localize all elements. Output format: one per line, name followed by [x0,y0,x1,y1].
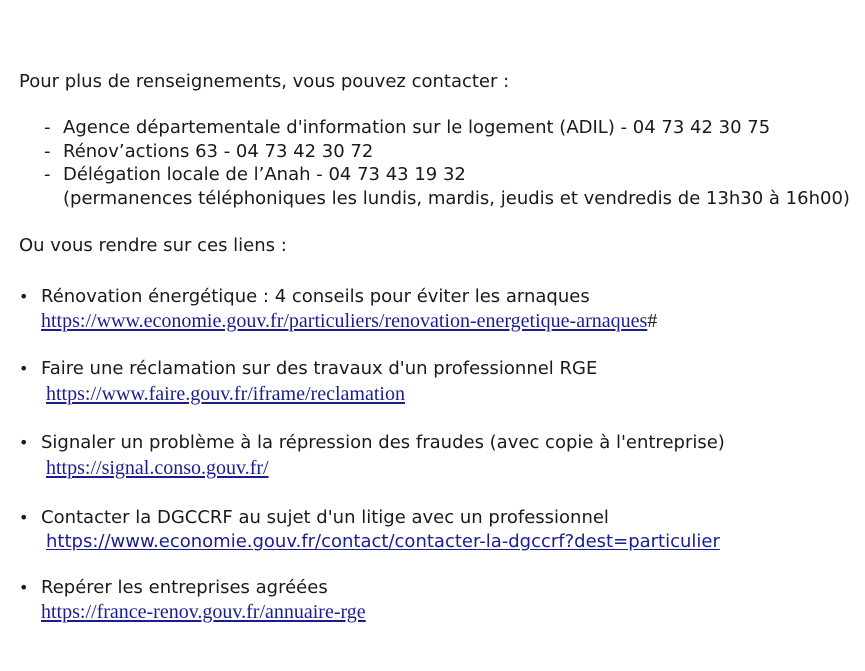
link-suffix: # [647,310,658,332]
link-renovation-arnaques[interactable] [41,310,657,333]
link-title-dgccrf: Contacter la DGCCRF au sujet d'un litige avec un professionnel [41,507,609,528]
bullet-marker: • [19,578,29,597]
link-contact-dgccrf[interactable]: https://www.economie.gouv.fr/contact/contacter-la-dgccrf?dest=particulier [46,531,720,552]
links-intro: Ou vous rendre sur ces liens : [19,235,287,256]
bullet-marker: • [19,287,29,306]
contact-item-adil: Agence départementale d'information sur le logement (ADIL) - 04 73 42 30 75 [63,117,771,138]
bullet-marker: • [19,433,29,452]
link-title-signal: Signaler un problème à la répression des fraudes (avec copie à l'entreprise) [41,432,725,453]
intro-text: Pour plus de renseignements, vous pouvez contacter : [19,71,510,92]
link-annuaire-rge[interactable]: https://france-renov.gouv.fr/annuaire-rge [41,601,366,623]
contact-item-anah: Délégation locale de l’Anah - 04 73 43 19 32 [63,164,466,185]
bullet-marker: • [19,359,29,378]
link-title-reclamation: Faire une réclamation sur des travaux d'un professionnel RGE [41,358,598,379]
link-signal-conso[interactable]: https://signal.conso.gouv.fr/ [46,457,269,479]
link-url: https://www.economie.gouv.fr/particuliers/renovation-energetique-arnaques [41,310,648,332]
bullet-marker: • [19,508,29,527]
dash-marker: - [44,141,51,162]
link-faire-reclamation[interactable]: https://www.faire.gouv.fr/iframe/reclamation [46,383,405,405]
link-title-renovation: Rénovation énergétique : 4 conseils pour éviter les arnaques [41,286,590,307]
contact-note: (permanences téléphoniques les lundis, mardis, jeudis et vendredis de 13h30 à 16h00) [63,188,850,209]
dash-marker: - [44,164,51,185]
dash-marker: - [44,117,51,138]
link-title-rge: Repérer les entreprises agréées [41,577,328,598]
contact-item-renovactions: Rénov’actions 63 - 04 73 42 30 72 [63,141,374,162]
